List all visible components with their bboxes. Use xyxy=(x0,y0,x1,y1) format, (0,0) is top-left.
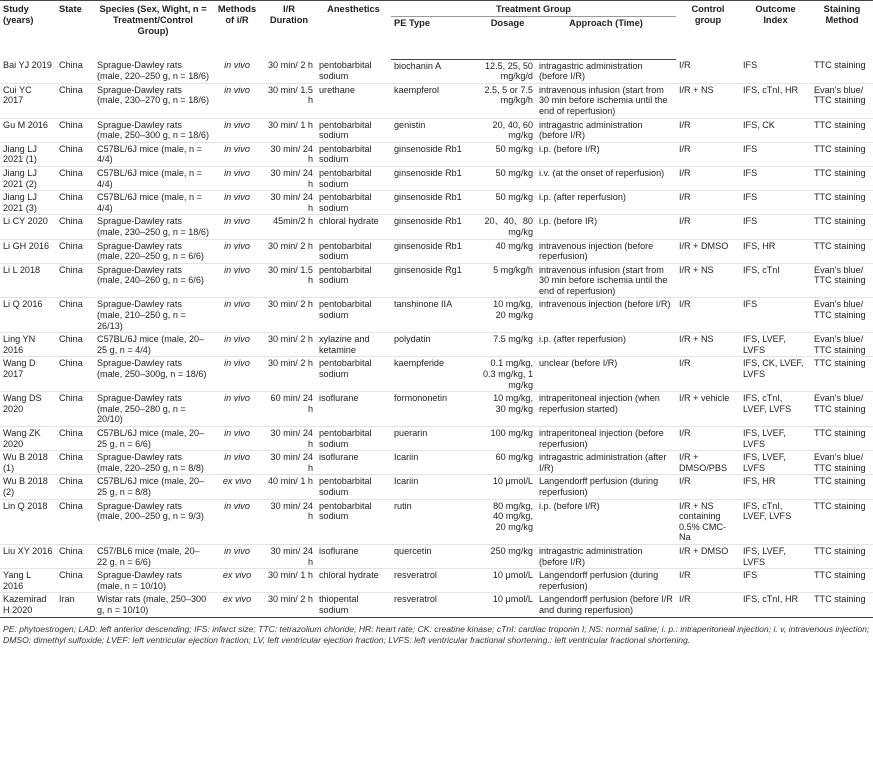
pe-type-cell: ginsenoside Rb1 xyxy=(391,191,479,215)
table-row xyxy=(0,593,873,617)
method-cell: in vivo xyxy=(212,499,262,544)
study-cell: Yang L 2016 xyxy=(0,569,56,593)
approach-cell: intravenous infusion (start from 30 min before ischemia until the end of reperfusion) xyxy=(536,263,676,298)
state-cell: China xyxy=(56,544,94,568)
duration-cell: 30 min/ 2 h xyxy=(262,59,316,83)
header-approach: Approach (Time) xyxy=(536,16,676,59)
approach-cell: i.p. (after reperfusion) xyxy=(536,191,676,215)
outcome-cell: IFS, cTnI, HR xyxy=(740,593,811,617)
dosage-cell: 10 μmol/L xyxy=(479,475,536,499)
pe-type-cell: ginsenoside Rg1 xyxy=(391,263,479,298)
approach-cell: intravenous infusion (start from 30 min before ischemia until the end of reperfusion) xyxy=(536,83,676,118)
method-cell: in vivo xyxy=(212,166,262,190)
duration-cell: 30 min/ 1.5 h xyxy=(262,263,316,298)
species-cell: C57BL/6J mice (male, n = 4/4) xyxy=(94,166,212,190)
outcome-cell: IFS, HR xyxy=(740,239,811,263)
anesthetic-cell: pentobarbital sodium xyxy=(316,357,391,392)
pe-type-cell: formononetin xyxy=(391,392,479,427)
outcome-cell: IFS, LVEF, LVFS xyxy=(740,333,811,357)
pe-type-cell: resveratrol xyxy=(391,569,479,593)
anesthetic-cell: pentobarbital sodium xyxy=(316,166,391,190)
anesthetic-cell: pentobarbital sodium xyxy=(316,118,391,142)
state-cell: China xyxy=(56,142,94,166)
species-cell: Sprague-Dawley rats (male, 230–250 g, n = 18/6) xyxy=(94,215,212,239)
dosage-cell: 10 mg/kg, 20 mg/kg xyxy=(479,298,536,333)
dosage-cell: 10 mg/kg, 30 mg/kg xyxy=(479,392,536,427)
table-row xyxy=(0,475,873,499)
anesthetic-cell: isoflurane xyxy=(316,451,391,475)
staining-cell: Evan's blue/ TTC staining xyxy=(811,298,873,333)
header-control: Control group xyxy=(676,1,740,60)
duration-cell: 30 min/ 2 h xyxy=(262,239,316,263)
header-study: Study (years) xyxy=(0,1,56,60)
anesthetic-cell: pentobarbital sodium xyxy=(316,142,391,166)
method-cell: in vivo xyxy=(212,59,262,83)
pe-type-cell: resveratrol xyxy=(391,593,479,617)
staining-cell: TTC staining xyxy=(811,215,873,239)
state-cell: China xyxy=(56,191,94,215)
state-cell: China xyxy=(56,83,94,118)
species-cell: Sprague-Dawley rats (male, 220–250 g, n = 18/6) xyxy=(94,59,212,83)
method-cell: in vivo xyxy=(212,544,262,568)
pe-type-cell: ginsenoside Rb1 xyxy=(391,166,479,190)
duration-cell: 30 min/ 1 h xyxy=(262,118,316,142)
state-cell: China xyxy=(56,451,94,475)
anesthetic-cell: xylazine and ketamine xyxy=(316,333,391,357)
dosage-cell: 100 mg/kg xyxy=(479,427,536,451)
pe-type-cell: rutin xyxy=(391,499,479,544)
approach-cell: i.p. (before I/R) xyxy=(536,499,676,544)
control-cell: I/R xyxy=(676,593,740,617)
pe-type-cell: ginsenoside Rb1 xyxy=(391,142,479,166)
table-row xyxy=(0,499,873,544)
study-cell: Li Q 2016 xyxy=(0,298,56,333)
duration-cell: 30 min/ 1 h xyxy=(262,569,316,593)
pe-type-cell: quercetin xyxy=(391,544,479,568)
control-cell: I/R + NS xyxy=(676,83,740,118)
duration-cell: 60 min/ 24 h xyxy=(262,392,316,427)
species-cell: C57BL/6J mice (male, n = 4/4) xyxy=(94,191,212,215)
header-dosage: Dosage xyxy=(479,16,536,59)
method-cell: in vivo xyxy=(212,83,262,118)
control-cell: I/R xyxy=(676,166,740,190)
approach-cell: i.p. (before IR) xyxy=(536,215,676,239)
table-row xyxy=(0,191,873,215)
method-cell: ex vivo xyxy=(212,569,262,593)
anesthetic-cell: urethane xyxy=(316,83,391,118)
species-cell: Sprague-Dawley rats (male, n = 10/10) xyxy=(94,569,212,593)
species-cell: Sprague-Dawley rats (male, 210–250 g, n = 26/13) xyxy=(94,298,212,333)
dosage-cell: 12.5, 25, 50 mg/kg/d xyxy=(479,59,536,83)
approach-cell: Langendorff perfusion (before I/R and during reperfusion) xyxy=(536,593,676,617)
study-cell: Jiang LJ 2021 (2) xyxy=(0,166,56,190)
control-cell: I/R + vehicle xyxy=(676,392,740,427)
method-cell: in vivo xyxy=(212,118,262,142)
staining-cell: TTC staining xyxy=(811,569,873,593)
approach-cell: intragastric administration (after I/R) xyxy=(536,451,676,475)
header-outcome: Outcome Index xyxy=(740,1,811,60)
staining-cell: Evan's blue/ TTC staining xyxy=(811,263,873,298)
anesthetic-cell: pentobarbital sodium xyxy=(316,475,391,499)
pe-type-cell: puerarin xyxy=(391,427,479,451)
table-row xyxy=(0,357,873,392)
state-cell: China xyxy=(56,118,94,142)
table-row xyxy=(0,451,873,475)
approach-cell: intravenous injection (before I/R) xyxy=(536,298,676,333)
dosage-cell: 50 mg/kg xyxy=(479,191,536,215)
anesthetic-cell: pentobarbital sodium xyxy=(316,427,391,451)
outcome-cell: IFS xyxy=(740,191,811,215)
dosage-cell: 0.1 mg/kg, 0.3 mg/kg, 1 mg/kg xyxy=(479,357,536,392)
table-row xyxy=(0,569,873,593)
study-cell: Bai YJ 2019 xyxy=(0,59,56,83)
state-cell: China xyxy=(56,239,94,263)
staining-cell: Evan's blue/ TTC staining xyxy=(811,392,873,427)
species-cell: Sprague-Dawley rats (male, 250–300 g, n = 18/6) xyxy=(94,118,212,142)
control-cell: I/R + NS xyxy=(676,333,740,357)
duration-cell: 30 min/ 24 h xyxy=(262,191,316,215)
anesthetic-cell: isoflurane xyxy=(316,544,391,568)
species-cell: Sprague-Dawley rats (male, 250–280 g, n = 20/10) xyxy=(94,392,212,427)
staining-cell: TTC staining xyxy=(811,499,873,544)
state-cell: China xyxy=(56,215,94,239)
species-cell: Sprague-Dawley rats (male, 220–250 g, n = 8/8) xyxy=(94,451,212,475)
dosage-cell: 10 μmol/L xyxy=(479,593,536,617)
header-anesthetics: Anesthetics xyxy=(316,1,391,60)
approach-cell: Langendorff perfusion (during reperfusion) xyxy=(536,569,676,593)
staining-cell: TTC staining xyxy=(811,142,873,166)
table-row xyxy=(0,333,873,357)
table-row xyxy=(0,83,873,118)
approach-cell: intragastric administration (before I/R) xyxy=(536,118,676,142)
duration-cell: 30 min/ 2 h xyxy=(262,357,316,392)
table-row xyxy=(0,59,873,83)
header-state: State xyxy=(56,1,94,60)
duration-cell: 30 min/ 24 h xyxy=(262,166,316,190)
pe-type-cell: Icariin xyxy=(391,451,479,475)
staining-cell: TTC staining xyxy=(811,118,873,142)
staining-cell: TTC staining xyxy=(811,427,873,451)
dosage-cell: 60 mg/kg xyxy=(479,451,536,475)
state-cell: China xyxy=(56,427,94,451)
anesthetic-cell: thiopental sodium xyxy=(316,593,391,617)
outcome-cell: IFS xyxy=(740,215,811,239)
approach-cell: intragastric administration (before I/R) xyxy=(536,59,676,83)
pe-type-cell: genistin xyxy=(391,118,479,142)
state-cell: China xyxy=(56,263,94,298)
header-species: Species (Sex, Wight, n = Treatment/Control Group) xyxy=(94,1,212,60)
header-methods: Methods of i/R xyxy=(212,1,262,60)
staining-cell: TTC staining xyxy=(811,544,873,568)
duration-cell: 30 min/ 24 h xyxy=(262,451,316,475)
control-cell: I/R xyxy=(676,475,740,499)
staining-cell: Evan's blue/ TTC staining xyxy=(811,83,873,118)
pe-type-cell: kaempferol xyxy=(391,83,479,118)
anesthetic-cell: pentobarbital sodium xyxy=(316,263,391,298)
table-row xyxy=(0,427,873,451)
outcome-cell: IFS, cTnI xyxy=(740,263,811,298)
state-cell: China xyxy=(56,333,94,357)
control-cell: I/R xyxy=(676,569,740,593)
table-row xyxy=(0,298,873,333)
control-cell: I/R xyxy=(676,191,740,215)
duration-cell: 30 min/ 24 h xyxy=(262,499,316,544)
dosage-cell: 80 mg/kg, 40 mg/kg, 20 mg/kg xyxy=(479,499,536,544)
dosage-cell: 20, 40, 60 mg/kg xyxy=(479,118,536,142)
staining-cell: TTC staining xyxy=(811,239,873,263)
method-cell: in vivo xyxy=(212,191,262,215)
species-cell: C57BL/6J mice (male, 20–25 g, n = 8/8) xyxy=(94,475,212,499)
state-cell: China xyxy=(56,475,94,499)
species-cell: C57BL/6J mice (male, n = 4/4) xyxy=(94,142,212,166)
species-cell: C57BL/6J mice (male, 20–25 g, n = 6/6) xyxy=(94,427,212,451)
pe-type-cell: biochanin A xyxy=(391,59,479,83)
study-cell: Li L 2018 xyxy=(0,263,56,298)
species-cell: C57BL/6J mice (male, 20–25 g, n = 4/4) xyxy=(94,333,212,357)
staining-cell: Evan's blue/ TTC staining xyxy=(811,333,873,357)
staining-cell: TTC staining xyxy=(811,357,873,392)
state-cell: China xyxy=(56,569,94,593)
outcome-cell: IFS, LVEF, LVFS xyxy=(740,451,811,475)
state-cell: China xyxy=(56,499,94,544)
outcome-cell: IFS xyxy=(740,59,811,83)
outcome-cell: IFS, cTnI, LVEF, LVFS xyxy=(740,499,811,544)
dosage-cell: 50 mg/kg xyxy=(479,142,536,166)
pe-type-cell: polydatin xyxy=(391,333,479,357)
dosage-cell: 40 mg/kg xyxy=(479,239,536,263)
species-cell: Sprague-Dawley rats (male, 230–270 g, n = 18/6) xyxy=(94,83,212,118)
outcome-cell: IFS xyxy=(740,166,811,190)
species-cell: Sprague-Dawley rats (male, 250–300g, n = 18/6) xyxy=(94,357,212,392)
study-cell: Wu B 2018 (1) xyxy=(0,451,56,475)
method-cell: in vivo xyxy=(212,451,262,475)
control-cell: I/R + DMSO xyxy=(676,544,740,568)
table-row xyxy=(0,166,873,190)
anesthetic-cell: pentobarbital sodium xyxy=(316,191,391,215)
duration-cell: 30 min/ 24 h xyxy=(262,142,316,166)
dosage-cell: 250 mg/kg xyxy=(479,544,536,568)
header-treatment-group: Treatment Group xyxy=(391,1,676,17)
study-cell: Gu M 2016 xyxy=(0,118,56,142)
outcome-cell: IFS, HR xyxy=(740,475,811,499)
header-duration: I/R Duration xyxy=(262,1,316,60)
study-cell: Cui YC 2017 xyxy=(0,83,56,118)
anesthetic-cell: pentobarbital sodium xyxy=(316,499,391,544)
study-cell: Jiang LJ 2021 (1) xyxy=(0,142,56,166)
duration-cell: 30 min/ 2 h xyxy=(262,593,316,617)
table-row xyxy=(0,239,873,263)
outcome-cell: IFS xyxy=(740,142,811,166)
study-cell: Li CY 2020 xyxy=(0,215,56,239)
study-cell: Wang ZK 2020 xyxy=(0,427,56,451)
approach-cell: intraperitoneal injection (before reperfusion) xyxy=(536,427,676,451)
duration-cell: 30 min/ 2 h xyxy=(262,333,316,357)
pe-type-cell: tanshinone IIA xyxy=(391,298,479,333)
study-cell: Liu XY 2016 xyxy=(0,544,56,568)
outcome-cell: IFS xyxy=(740,298,811,333)
duration-cell: 30 min/ 24 h xyxy=(262,427,316,451)
dosage-cell: 7.5 mg/kg xyxy=(479,333,536,357)
table-row xyxy=(0,215,873,239)
state-cell: China xyxy=(56,59,94,83)
outcome-cell: IFS, CK xyxy=(740,118,811,142)
control-cell: I/R + NS containing 0.5% CMC-Na xyxy=(676,499,740,544)
approach-cell: intraperitoneal injection (when reperfusion started) xyxy=(536,392,676,427)
method-cell: in vivo xyxy=(212,427,262,451)
pe-type-cell: ginsenoside Rb1 xyxy=(391,215,479,239)
approach-cell: unclear (before I/R) xyxy=(536,357,676,392)
method-cell: in vivo xyxy=(212,239,262,263)
staining-cell: TTC staining xyxy=(811,166,873,190)
anesthetic-cell: chloral hydrate xyxy=(316,215,391,239)
study-cell: Jiang LJ 2021 (3) xyxy=(0,191,56,215)
table-footnote: PE: phytoestrogen; LAD: left anterior descending; IFS: infarct size; TTC: tetrazolium chloride; HR: heart rate; CK: creatine kinase; cTnI: cardiac troponin I; NS: normal saline; i. p.: intraperitoneal injection; i. v, intravenous injection; DMSO: dimethyl sulfoxide; LVEF: left ventricular ejection fraction; LV, left ventricular ejection fraction; LVFS: left ventricular fractional shortening.: left ventricular fractional shortening. xyxy=(3,623,870,645)
staining-cell: TTC staining xyxy=(811,593,873,617)
outcome-cell: IFS xyxy=(740,569,811,593)
outcome-cell: IFS, LVEF, LVFS xyxy=(740,544,811,568)
species-cell: Sprague-Dawley rats (male, 240–260 g, n = 6/6) xyxy=(94,263,212,298)
pe-type-cell: Icariin xyxy=(391,475,479,499)
anesthetic-cell: pentobarbital sodium xyxy=(316,298,391,333)
method-cell: in vivo xyxy=(212,298,262,333)
table-row xyxy=(0,263,873,298)
dosage-cell: 10 μmol/L xyxy=(479,569,536,593)
control-cell: I/R xyxy=(676,118,740,142)
anesthetic-cell: pentobarbital sodium xyxy=(316,59,391,83)
outcome-cell: IFS, CK, LVEF, LVFS xyxy=(740,357,811,392)
state-cell: Iran xyxy=(56,593,94,617)
control-cell: I/R xyxy=(676,142,740,166)
duration-cell: 45min/2 h xyxy=(262,215,316,239)
table-row xyxy=(0,544,873,568)
anesthetic-cell: isoflurane xyxy=(316,392,391,427)
control-cell: I/R xyxy=(676,59,740,83)
pe-type-cell: kaempferide xyxy=(391,357,479,392)
control-cell: I/R + DMSO/PBS xyxy=(676,451,740,475)
method-cell: in vivo xyxy=(212,333,262,357)
control-cell: I/R + DMSO xyxy=(676,239,740,263)
outcome-cell: IFS, LVEF, LVFS xyxy=(740,427,811,451)
state-cell: China xyxy=(56,357,94,392)
state-cell: China xyxy=(56,166,94,190)
control-cell: I/R + NS xyxy=(676,263,740,298)
header-pe-type: PE Type xyxy=(391,16,479,59)
method-cell: in vivo xyxy=(212,392,262,427)
study-cell: Wu B 2018 (2) xyxy=(0,475,56,499)
dosage-cell: 5 mg/kg/h xyxy=(479,263,536,298)
species-cell: Wistar rats (male, 250–300 g, n = 10/10) xyxy=(94,593,212,617)
study-cell: Wang DS 2020 xyxy=(0,392,56,427)
control-cell: I/R xyxy=(676,298,740,333)
control-cell: I/R xyxy=(676,427,740,451)
staining-cell: TTC staining xyxy=(811,475,873,499)
control-cell: I/R xyxy=(676,357,740,392)
method-cell: ex vivo xyxy=(212,475,262,499)
duration-cell: 30 min/ 1.5 h xyxy=(262,83,316,118)
anesthetic-cell: pentobarbital sodium xyxy=(316,239,391,263)
method-cell: in vivo xyxy=(212,142,262,166)
duration-cell: 30 min/ 24 h xyxy=(262,544,316,568)
dosage-cell: 2.5, 5 or 7.5 mg/kg/h xyxy=(479,83,536,118)
approach-cell: i.p. (after reperfusion) xyxy=(536,333,676,357)
method-cell: in vivo xyxy=(212,357,262,392)
study-cell: Wang D 2017 xyxy=(0,357,56,392)
staining-cell: TTC staining xyxy=(811,191,873,215)
pe-type-cell: ginsenoside Rb1 xyxy=(391,239,479,263)
table-row xyxy=(0,142,873,166)
study-cell: Lin Q 2018 xyxy=(0,499,56,544)
state-cell: China xyxy=(56,298,94,333)
dosage-cell: 20、40、80 mg/kg xyxy=(479,215,536,239)
staining-cell: TTC staining xyxy=(811,59,873,83)
approach-cell: i.v. (at the onset of reperfusion) xyxy=(536,166,676,190)
outcome-cell: IFS, cTnI, HR xyxy=(740,83,811,118)
dosage-cell: 50 mg/kg xyxy=(479,166,536,190)
species-cell: Sprague-Dawley rats (male, 220–250 g, n = 6/6) xyxy=(94,239,212,263)
approach-cell: intravenous injection (before reperfusion) xyxy=(536,239,676,263)
method-cell: in vivo xyxy=(212,263,262,298)
method-cell: in vivo xyxy=(212,215,262,239)
table-row xyxy=(0,392,873,427)
approach-cell: i.p. (before I/R) xyxy=(536,142,676,166)
state-cell: China xyxy=(56,392,94,427)
species-cell: C57/BL6 mice (male, 20–22 g, n = 6/6) xyxy=(94,544,212,568)
header-staining: Staining Method xyxy=(811,1,873,60)
study-cell: Kazemirad H 2020 xyxy=(0,593,56,617)
method-cell: ex vivo xyxy=(212,593,262,617)
approach-cell: intragastric administration (before I/R) xyxy=(536,544,676,568)
anesthetic-cell: chloral hydrate xyxy=(316,569,391,593)
table-row xyxy=(0,118,873,142)
staining-cell: Evan's blue/ TTC staining xyxy=(811,451,873,475)
duration-cell: 30 min/ 2 h xyxy=(262,298,316,333)
outcome-cell: IFS, cTnI, LVEF, LVFS xyxy=(740,392,811,427)
study-cell: Li GH 2016 xyxy=(0,239,56,263)
control-cell: I/R xyxy=(676,215,740,239)
approach-cell: Langendorff perfusion (during reperfusion) xyxy=(536,475,676,499)
species-cell: Sprague-Dawley rats (male, 200–250 g, n = 9/3) xyxy=(94,499,212,544)
study-cell: Ling YN 2016 xyxy=(0,333,56,357)
duration-cell: 40 min/ 1 h xyxy=(262,475,316,499)
